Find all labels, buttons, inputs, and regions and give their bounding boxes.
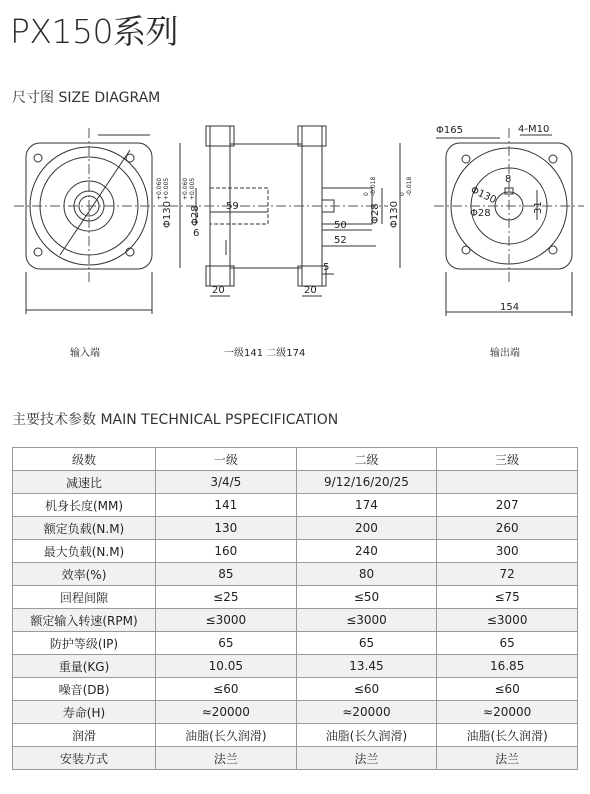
table-cell: ≤75: [437, 586, 578, 609]
dim-phi28-right: Φ28: [470, 208, 491, 219]
table-cell: 80: [296, 563, 437, 586]
table-cell: ≈20000: [296, 701, 437, 724]
dim-phi130-right: Φ130: [468, 184, 498, 207]
spec-table: [12, 447, 578, 770]
input-end-view: [14, 128, 164, 314]
table-cell: 油脂(长久润滑): [437, 724, 578, 747]
header-cell: 级数: [13, 448, 156, 471]
table-cell: 260: [437, 517, 578, 540]
row-label: 效率(%): [13, 563, 156, 586]
table-row: [13, 701, 578, 724]
table-cell: ≤3000: [296, 609, 437, 632]
table-row: [13, 494, 578, 517]
dim-20-right: 20: [304, 285, 317, 296]
table-cell: 油脂(长久润滑): [156, 724, 297, 747]
dim-154: 154: [500, 302, 520, 313]
row-label: 重量(KG): [13, 655, 156, 678]
table-cell: 85: [156, 563, 297, 586]
table-cell: 10.05: [156, 655, 297, 678]
dim-8: 8: [505, 174, 512, 185]
table-cell: ≤50: [296, 586, 437, 609]
page-title: PX150系列: [10, 12, 178, 51]
dim-phi28-mid: Φ28: [370, 203, 381, 224]
row-label: 润滑: [13, 724, 156, 747]
spec-heading: 主要技术参数 MAIN TECHNICAL PSPECIFICATION: [12, 412, 339, 428]
table-row: [13, 586, 578, 609]
dim-tolerance-b2: +0.005: [189, 177, 196, 200]
table-header-row: [13, 448, 578, 471]
dim-tolerance-a2: +0.005: [163, 177, 170, 200]
table-cell: 300: [437, 540, 578, 563]
table-row: [13, 563, 578, 586]
dim-52: 52: [334, 235, 347, 246]
table-row: [13, 678, 578, 701]
table-row: [13, 517, 578, 540]
table-cell: ≤3000: [156, 609, 297, 632]
table-cell: ≈20000: [156, 701, 297, 724]
size-diagram-heading: 尺寸图 SIZE DIAGRAM: [12, 90, 161, 106]
row-label: 安装方式: [13, 747, 156, 770]
table-cell: 法兰: [437, 747, 578, 770]
table-row: [13, 655, 578, 678]
table-cell: 65: [156, 632, 297, 655]
dim-tolerance-b1: +0.060: [182, 177, 189, 200]
dim-4-m10: 4-M10: [518, 124, 550, 135]
side-view-caption: 一级141 二级174: [224, 348, 306, 359]
table-row: [13, 540, 578, 563]
table-cell: ≈20000: [437, 701, 578, 724]
row-label: 回程间隙: [13, 586, 156, 609]
dim-tolerance-c1: 0: [363, 192, 370, 196]
table-cell: 141: [156, 494, 297, 517]
table-cell: 65: [296, 632, 437, 655]
table-cell: ≤25: [156, 586, 297, 609]
header-cell: 二级: [296, 448, 437, 471]
dim-50: 50: [334, 220, 347, 231]
row-label: 减速比: [13, 471, 156, 494]
dim-31: 31: [533, 201, 544, 214]
table-cell: 油脂(长久润滑): [296, 724, 437, 747]
row-label: 最大负载(N.M): [13, 540, 156, 563]
table-cell: [437, 471, 578, 494]
table-row: [13, 724, 578, 747]
table-cell: ≤3000: [437, 609, 578, 632]
row-label: 寿命(H): [13, 701, 156, 724]
side-view: [168, 126, 400, 296]
table-cell: 65: [437, 632, 578, 655]
dim-6: 6: [193, 228, 200, 239]
dim-tolerance-c2: -0.018: [370, 176, 377, 196]
table-cell: 72: [437, 563, 578, 586]
table-cell: 207: [437, 494, 578, 517]
table-cell: 9/12/16/20/25: [296, 471, 437, 494]
dim-tolerance-d2: -0.018: [406, 176, 413, 196]
table-row: [13, 632, 578, 655]
table-row: [13, 747, 578, 770]
table-cell: 13.45: [296, 655, 437, 678]
row-label: 机身长度(MM): [13, 494, 156, 517]
table-cell: 法兰: [156, 747, 297, 770]
table-cell: 174: [296, 494, 437, 517]
dim-59: 59: [226, 201, 239, 212]
dim-phi130-mid: Φ130: [389, 201, 400, 228]
dim-20-left: 20: [212, 285, 225, 296]
header-cell: 一级: [156, 448, 297, 471]
row-label: 防护等级(IP): [13, 632, 156, 655]
table-cell: 16.85: [437, 655, 578, 678]
dim-phi130-left: Φ130: [162, 201, 173, 228]
dim-5: 5: [323, 262, 330, 273]
size-diagram: [0, 110, 590, 370]
table-cell: ≤60: [296, 678, 437, 701]
dim-phi28-mid-left: Φ28: [190, 205, 201, 226]
row-label: 额定负载(N.M): [13, 517, 156, 540]
output-end-caption: 输出端: [490, 348, 520, 359]
dim-tolerance-a1: +0.060: [156, 177, 163, 200]
table-cell: 3/4/5: [156, 471, 297, 494]
input-end-caption: 输入端: [70, 348, 100, 359]
table-cell: 200: [296, 517, 437, 540]
table-cell: ≤60: [156, 678, 297, 701]
table-cell: 160: [156, 540, 297, 563]
table-row: [13, 609, 578, 632]
row-label: 噪音(DB): [13, 678, 156, 701]
header-cell: 三级: [437, 448, 578, 471]
output-end-view: [434, 128, 584, 316]
table-cell: 130: [156, 517, 297, 540]
table-cell: 240: [296, 540, 437, 563]
dim-phi165: Φ165: [436, 125, 463, 136]
table-cell: 法兰: [296, 747, 437, 770]
row-label: 额定输入转速(RPM): [13, 609, 156, 632]
table-row: [13, 471, 578, 494]
dim-tolerance-d1: 0: [399, 192, 406, 196]
table-cell: ≤60: [437, 678, 578, 701]
